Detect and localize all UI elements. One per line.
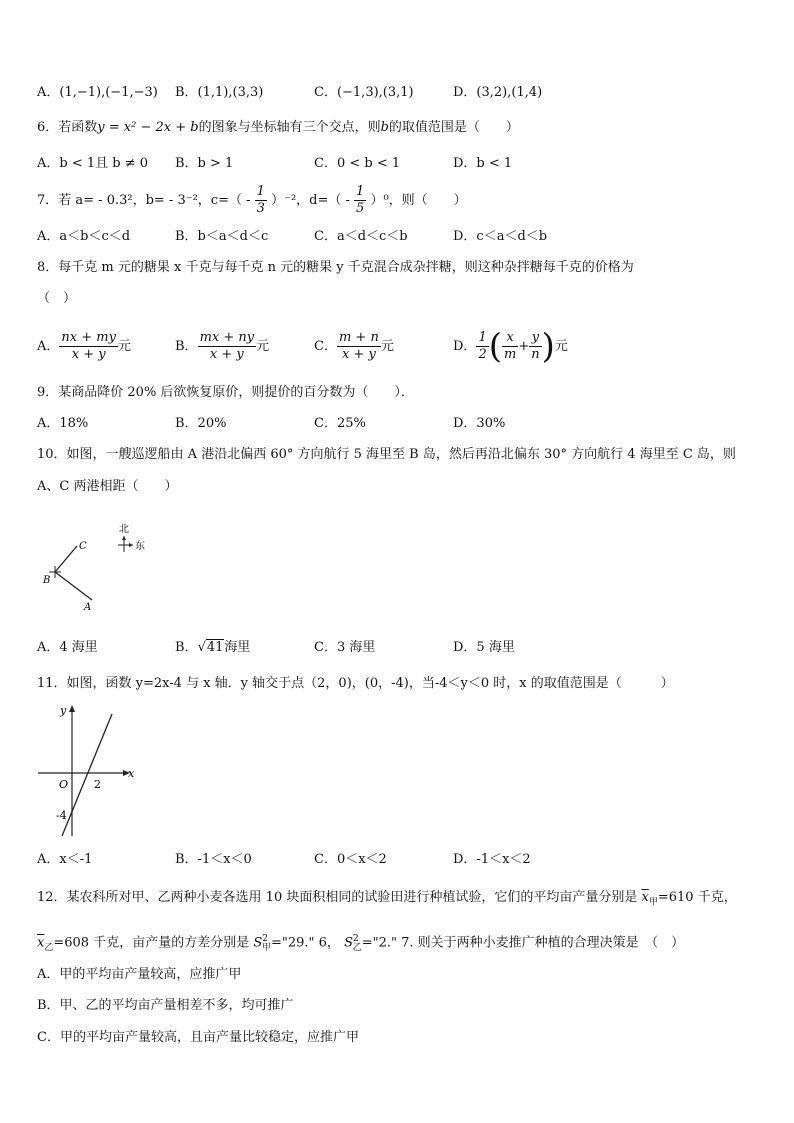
q6-option-d[interactable]: D．b < 1 [453,156,513,171]
q9-option-d[interactable]: D．30% [453,416,506,431]
q7-option-d[interactable]: D．c＜a＜d＜b [453,229,548,244]
q6-option-c[interactable]: C．0 < b < 1 [314,156,401,171]
q11-option-c[interactable]: C．0＜x＜2 [314,852,387,867]
q12-option-b[interactable]: B．甲、乙的平均亩产量相差不多，均可推广 [37,998,294,1013]
segment-bc [55,546,77,572]
q10-stem-line2: A、C 两港相距（ ） [37,479,178,494]
y-intercept-label: -4 [56,809,67,822]
q11-graph [34,700,144,840]
q11-option-a[interactable]: A．x＜-1 [37,852,93,867]
q10-options [37,639,757,659]
q5-option-d[interactable]: D．(3,2),(1,4) [453,85,543,100]
q9-stem: 9．某商品降价 20% 后欲恢复原价，则提价的百分数为（ ）． [37,385,414,400]
q7-fraction-d: $\frac{1}{5}$ [356,184,365,216]
compass-icon [118,536,133,552]
y-axis-label: y [60,704,67,717]
q7-option-c[interactable]: C．a＜d＜c＜b [314,229,408,244]
q7-stem: 7．若 a= - 0.3²，b= - 3⁻²，c=（ - $\frac{1}{3}$ ）⁻²，d=（ - $\frac{1}{5}$ ）⁰，则（ ） [37,184,467,216]
origin-label: O [59,778,69,791]
q8-options [37,325,757,369]
q10-option-c[interactable]: C．3 海里 [314,640,376,655]
x-intercept-label: 2 [94,778,101,791]
q8-option-a[interactable]: A． $\frac{nx + my}{x + y}$ 元 [37,330,131,362]
sqrt-icon: √ [197,640,206,655]
compass-north: 北 [119,524,129,535]
y-axis-arrow-icon [69,705,75,712]
q12-option-c[interactable]: C．甲的平均亩产量较高，且亩产量比较稳定，应推广甲 [37,1030,359,1045]
q5-option-a[interactable]: A．(1,−1),(−1,−3) [37,85,158,100]
q6-option-b[interactable]: B．b > 1 [175,156,234,171]
q7-option-b[interactable]: B．b＜a＜d＜c [175,229,269,244]
q8-answer-blank: （ ） [37,291,77,306]
q9-options [37,415,757,435]
q10-option-d[interactable]: D．5 海里 [453,640,515,655]
label-c: C [79,541,87,552]
q7-option-a[interactable]: A．a＜b＜c＜d [37,229,131,244]
function-line [62,714,112,836]
label-b: B [43,575,51,586]
x-axis-label: x [128,767,135,780]
q9-option-a[interactable]: A．18% [37,416,89,431]
q8-option-d[interactable]: D． $\frac{1}{2}$ ( $\frac{x}{m}$ + $\frac{y}{n}$ )元 [453,326,568,367]
q12-stem-line1: 12．某农科所对甲、乙两种小麦各选用 10 块面积相同的试验田进行种植试验，它们的平均亩产量分别是 $\overline{x}_甲=610$ 千克， [37,890,737,908]
q5-option-b[interactable]: B．(1,1),(3,3) [175,85,264,100]
label-a: A [84,602,92,613]
q6-stem: 6．若函数y = x² − 2x + b的图象与坐标轴有三个交点，则b的取值范围是（ ） [37,120,519,135]
q8-option-c[interactable]: C． $\frac{m + n}{x + y}$ 元 [314,330,394,362]
q10-navigation-figure [38,518,158,613]
compass-east: 东 [135,541,145,552]
q6-options [37,155,757,175]
segment-ab [55,572,92,600]
q12-option-a[interactable]: A．甲的平均亩产量较高，应推广甲 [37,967,242,982]
q11-stem: 11．如图，函数 y=2x-4 与 x 轴．y 轴交于点（2，0)，(0，-4)，当-4＜y＜0 时，x 的取值范围是（ ） [37,676,674,691]
q7-options [37,228,757,248]
q7-fraction-c: $\frac{1}{3}$ [256,184,265,216]
q5-options [37,84,757,104]
q9-option-c[interactable]: C．25% [314,416,366,431]
q10-option-a[interactable]: A．4 海里 [37,640,98,655]
q11-options [37,851,757,871]
q9-option-b[interactable]: B．20% [175,416,227,431]
q5-option-c[interactable]: C．(−1,3),(3,1) [314,85,414,100]
q6-option-a[interactable]: A．b < 1且 b ≠ 0 [37,156,149,171]
q10-option-b[interactable]: B．√41海里 [175,640,251,655]
q8-stem: 8．每千克 m 元的糖果 x 千克与每千克 n 元的糖果 y 千克混合成杂拌糖，则这种杂拌糖每千克的价格为 [37,260,634,275]
q11-option-d[interactable]: D．-1＜x＜2 [453,852,531,867]
q12-stem-line2: $\overline{x}_乙=608$ 千克，亩产量的方差分别是 $S^2_甲="29$." 6， $S^2_乙="2$." 7. 则关于两种小麦推广种植的合理决策是 （ ） [37,934,685,953]
q11-option-b[interactable]: B．-1＜x＜0 [175,852,252,867]
q8-option-b[interactable]: B． $\frac{mx + ny}{x + y}$ 元 [175,330,270,362]
q10-stem-line1: 10．如图，一艘巡逻船由 A 港沿北偏西 60° 方向航行 5 海里至 B 岛，然后再沿北偏东 30° 方向航行 4 海里至 C 岛，则 [37,447,736,462]
